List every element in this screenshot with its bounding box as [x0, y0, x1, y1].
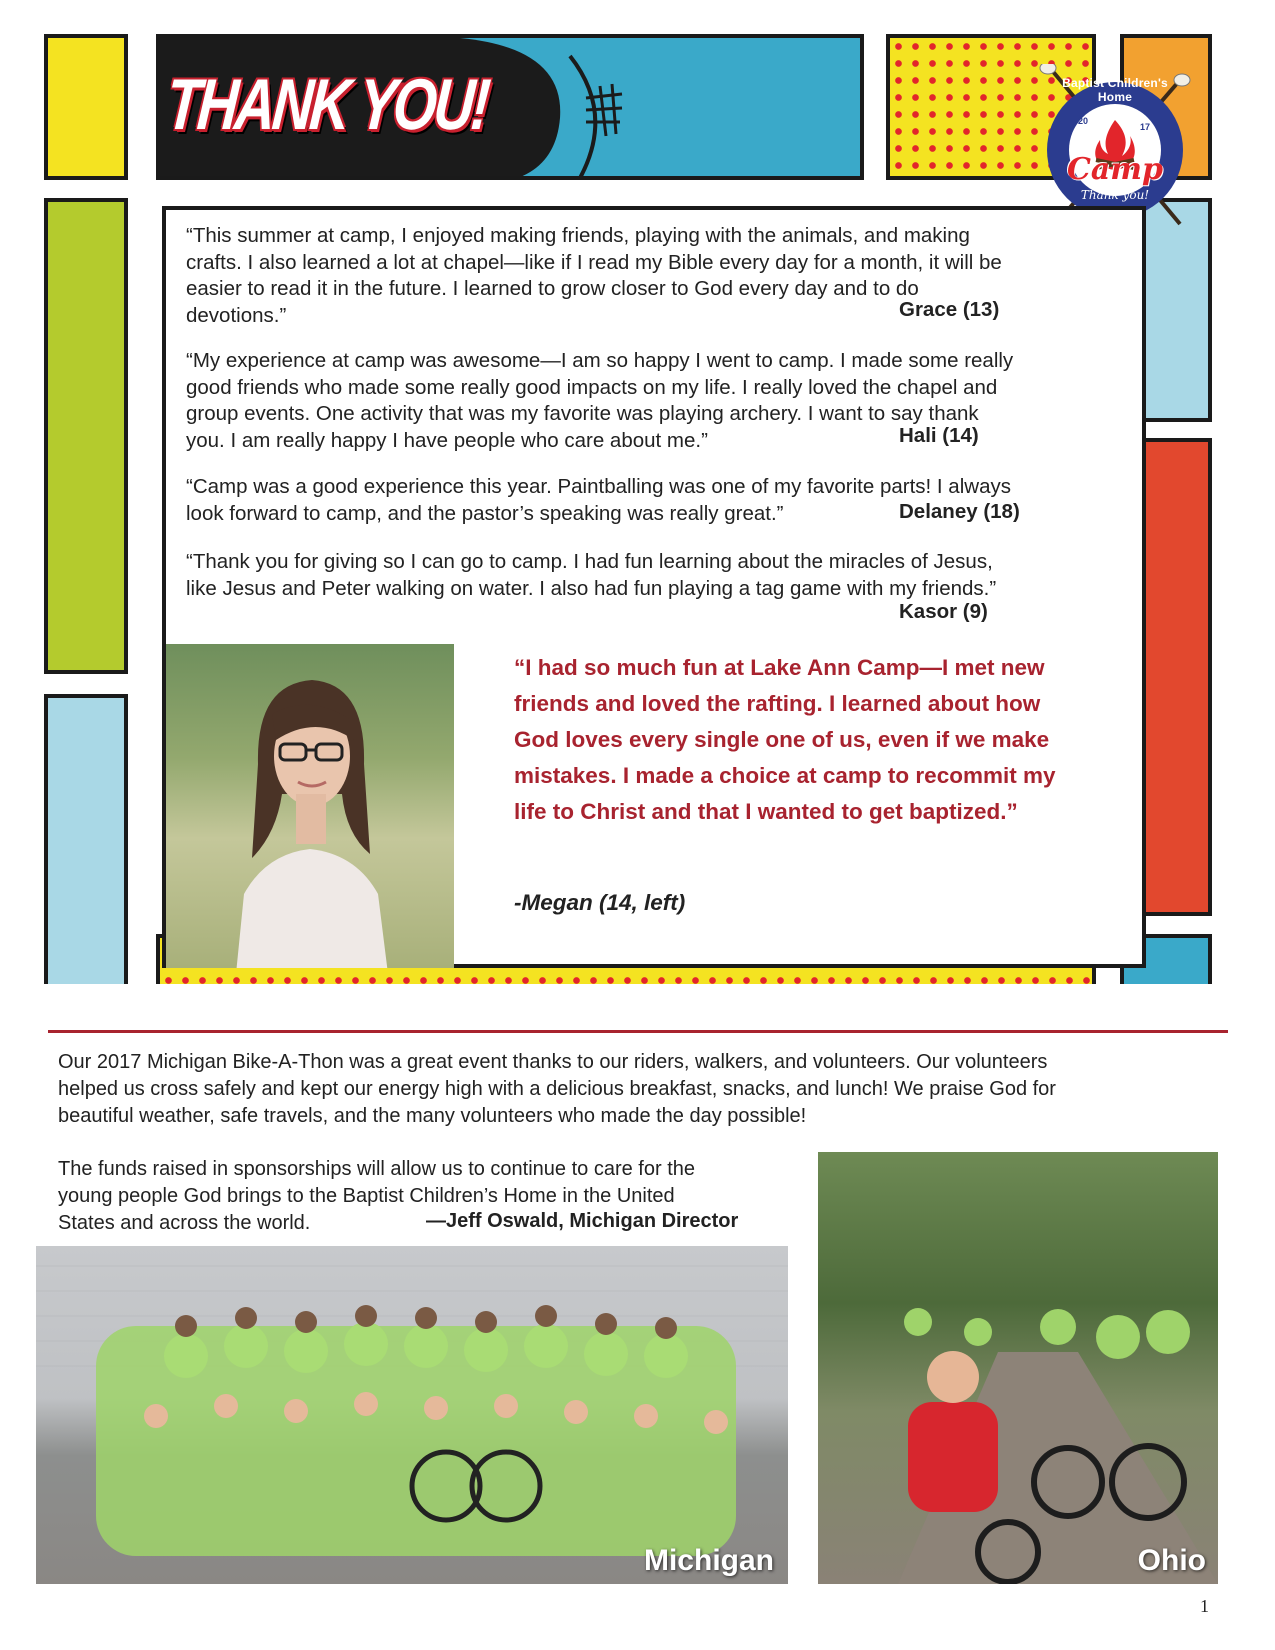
feature-line: friends and loved the rafting. I learned about how — [514, 691, 1041, 716]
feature-line: God loves every single one of us, even if we make — [514, 727, 1050, 752]
feature-quote — [514, 650, 1104, 830]
funds-line: young people God brings to the Baptist Children’s Home in the United — [58, 1185, 675, 1207]
panel-yellow-top-left — [44, 34, 128, 180]
feature-line: “I had so much fun at Lake Ann Camp—I met new — [514, 655, 1045, 680]
author-grace: Grace (13) — [899, 298, 1000, 321]
signature: —Jeff Oswald, Michigan Director — [426, 1210, 739, 1232]
quote-line: “This summer at camp, I enjoyed making friends, playing with the animals, and making — [186, 224, 970, 247]
quote-card — [162, 206, 1146, 968]
quote-line: easier to read it in the future. I learned to grow closer to God every day and to do — [186, 277, 919, 300]
author-delaney: Delaney (18) — [899, 500, 1020, 523]
quote-line: look forward to camp, and the pastor’s speaking was really great.” — [186, 501, 784, 525]
megan-photo — [166, 644, 454, 968]
author-hali: Hali (14) — [899, 424, 979, 447]
ohio-caption: Ohio — [1137, 1544, 1206, 1577]
michigan-group-photo — [36, 1246, 788, 1584]
bike-intro — [58, 1049, 1218, 1130]
quote-line: good friends who made some really good impacts on my life. I really loved the chapel and — [186, 375, 998, 399]
section-divider — [48, 1030, 1228, 1033]
feature-line: life to Christ and that I wanted to get baptized.” — [514, 799, 1018, 824]
quote-line: “Thank you for giving so I can go to camp. I had fun learning about the miracles of Jesus, — [186, 550, 993, 573]
michigan-caption: Michigan — [643, 1544, 774, 1577]
feature-author: -Megan (14, left) — [514, 890, 686, 915]
quote-line: “Camp was a good experience this year. Paintballing was one of my favorite parts! I always — [186, 475, 1011, 498]
logo-thanks-word: Thank you! — [1080, 188, 1150, 202]
quote-line: you. I am really happy I have people who care about me.” — [186, 428, 708, 452]
quote-line: crafts. I also learned a lot at chapel—like if I read my Bible every day for a month, it will be — [186, 250, 1002, 274]
header-panel — [156, 34, 864, 180]
intro-line: beautiful weather, safe travels, and the many volunteers who made the day possible! — [58, 1105, 807, 1127]
author-kasor: Kasor (9) — [899, 600, 988, 623]
quote-kasor — [186, 549, 1086, 602]
quote-line: group events. One activity that was my favorite was playing archery. I want to say thank — [186, 402, 979, 425]
thank-you-title: THANK YOU! — [163, 65, 491, 145]
panel-lime-left — [44, 198, 128, 674]
ohio-photo — [818, 1152, 1218, 1584]
funds-line: The funds raised in sponsorships will allow us to continue to care for the — [58, 1158, 696, 1180]
panel-sky-left — [44, 694, 128, 984]
logo-org-name: Baptist Children's Home — [1062, 76, 1168, 104]
funds-line: States and across the world. — [58, 1212, 311, 1234]
logo-camp-word: Camp — [1066, 152, 1164, 187]
logo-year-right: 17 — [1140, 122, 1151, 132]
page-number: 1 — [1200, 1596, 1209, 1616]
intro-line: Our 2017 Michigan Bike-A-Thon was a great event thanks to our riders, walkers, and volunteers. Our volunteers — [58, 1051, 1048, 1073]
feature-line: mistakes. I made a choice at camp to recommit my — [514, 763, 1056, 788]
quote-line: “My experience at camp was awesome—I am so happy I went to camp. I made some really — [186, 349, 1014, 372]
intro-line: helped us cross safely and kept our energy high with a delicious breakfast, snacks, and lunch! We praise God for — [58, 1078, 1056, 1100]
quote-line: devotions.” — [186, 303, 287, 327]
logo-year-left: 20 — [1078, 116, 1089, 126]
quote-line: like Jesus and Peter walking on water. I also had fun playing a tag game with my friends.” — [186, 576, 997, 600]
